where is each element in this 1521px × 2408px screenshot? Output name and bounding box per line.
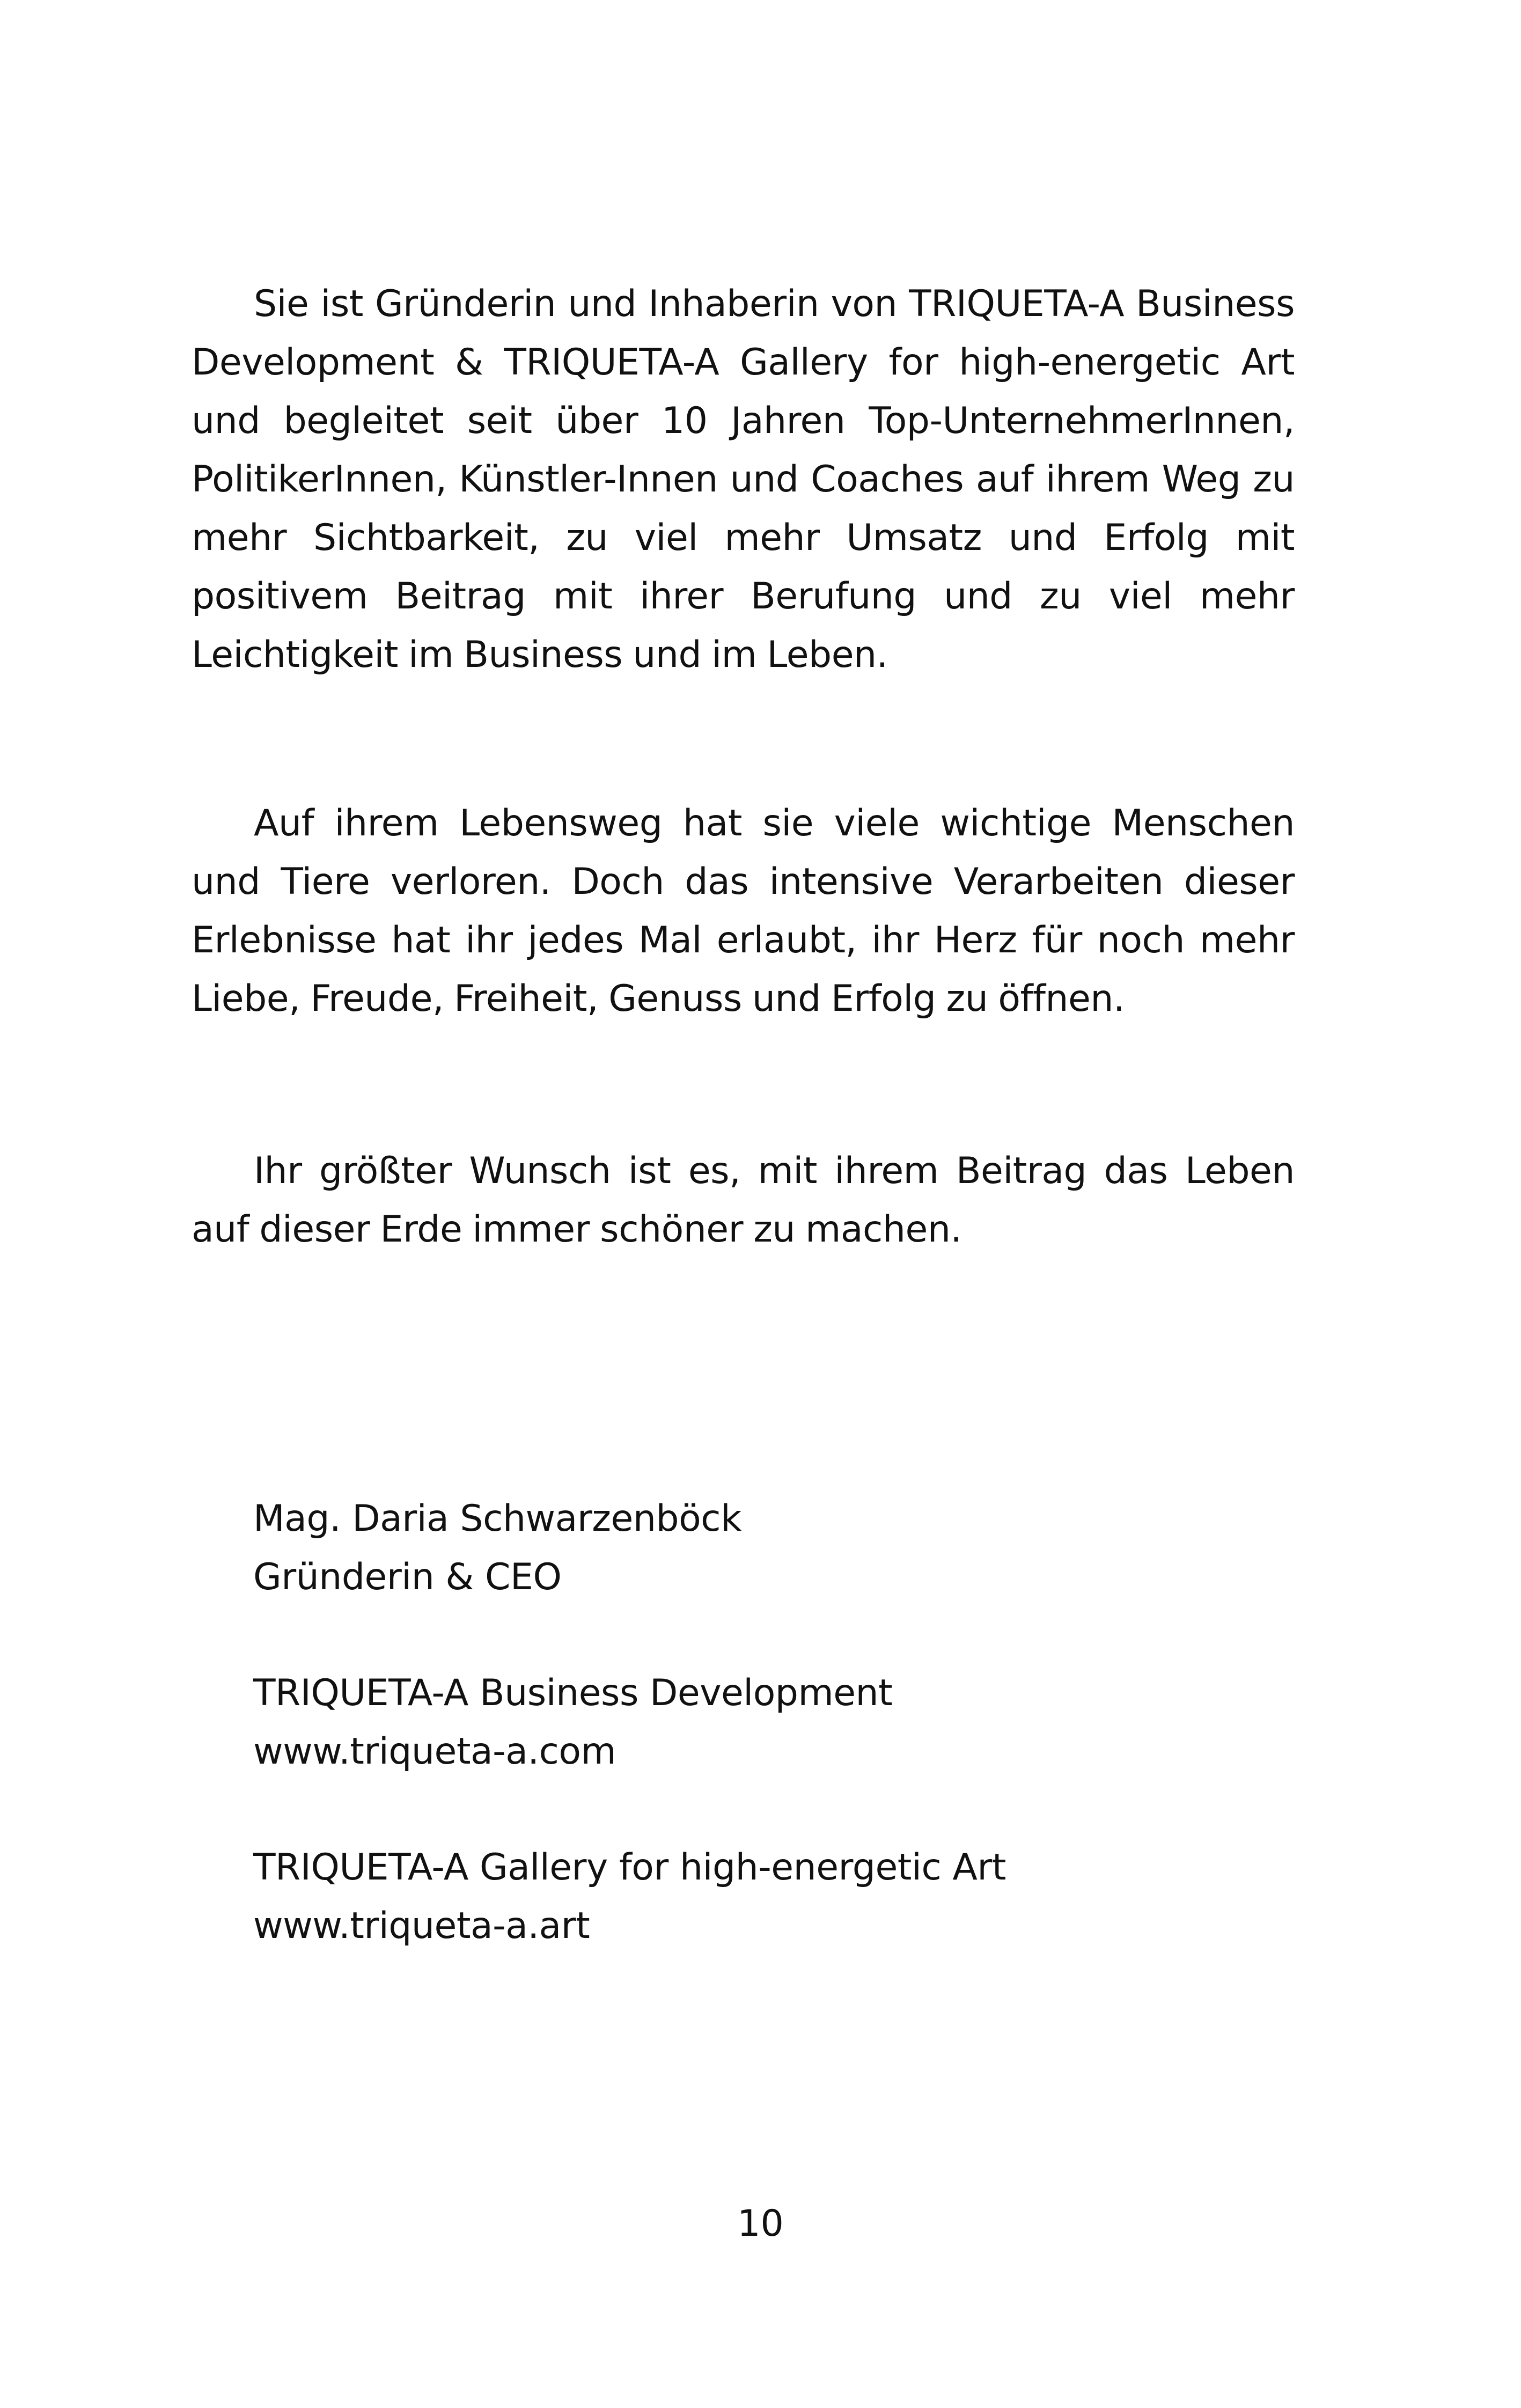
paragraph-wish: Ihr größter Wunsch ist es, mit ihrem Beitrag das Leben auf dieser Erde immer schöner zu machen. <box>192 1150 1295 1251</box>
signature-person <box>253 1489 1326 1606</box>
gallery-url: www.triqueta-a.art <box>253 1905 590 1947</box>
paragraph-biography: Sie ist Gründerin und Inhaberin von TRIQUETA-A Business Development & TRIQUETA-A Gallery for high-energetic Art und begleitet seit über 10 Jahren Top-UnternehmerInnen, PolitikerInnen, Künstler-Innen und Coaches auf ihrem Weg zu mehr Sichtbarkeit, zu viel mehr Umsatz und Erfolg mit positivem Beitrag mit ihrer Berufung und zu viel mehr Leichtigkeit im Business und im Leben. <box>192 283 1295 676</box>
author-name: Mag. Daria Schwarzenböck <box>253 1497 741 1540</box>
business-name: TRIQUETA-A Business Development <box>253 1672 893 1714</box>
paragraph-life-path: Auf ihrem Lebensweg hat sie viele wichtige Menschen und Tiere verloren. Doch das intensive Verarbeiten dieser Erlebnisse hat ihr jedes Mal erlaubt, ihr Herz für noch mehr Liebe, Freude, Freiheit, Genuss und Erfolg zu öffnen. <box>192 802 1295 1020</box>
page-number: 10 <box>737 2203 784 2245</box>
business-url: www.triqueta-a.com <box>253 1730 616 1773</box>
signature-gallery <box>253 1838 1326 1955</box>
gallery-name: TRIQUETA-A Gallery for high-energetic Art <box>253 1846 1006 1889</box>
signature-business <box>253 1664 1326 1781</box>
author-role: Gründerin & CEO <box>253 1556 562 1598</box>
